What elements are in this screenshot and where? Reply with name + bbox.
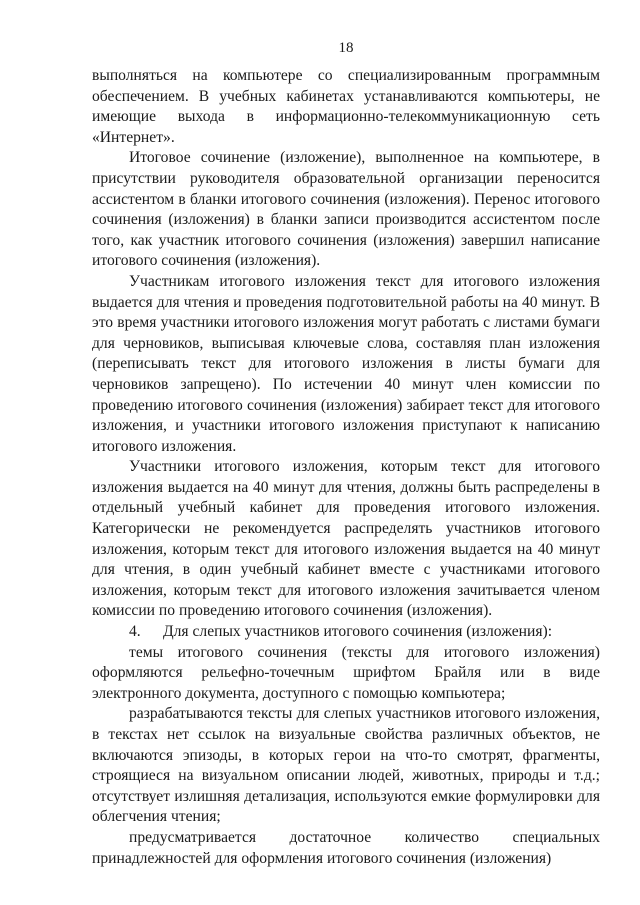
list-item-number: 4. <box>129 623 141 641</box>
paragraph-separate-room: Участники итогового изложения, которым текст для итогового изложения выдается на 40 минут для чтения, должны быть распределены в отдельный учебный кабинет для проведения итогового изложения. Категорически не рекомендуется распределять участников итогового изложения, которым текст для итогового изложения выдается на 40 минут для чтения, в один учебный кабинет вместе с участниками итогового изложения, которым текст для итогового изложения зачитывается членом комиссии по проведению итогового сочинения (изложения). <box>92 458 600 620</box>
paragraph-special-supplies: предусматривается достаточное количество специальных принадлежностей для оформления итогового сочинения (изложения) <box>92 828 600 867</box>
paragraph-texts-for-blind: разрабатываются тексты для слепых участников итогового изложения, в текстах нет ссылок на визуальные свойства различных объектов, не включаются эпизоды, в которых герои на что-то смотрят, фрагменты, строящиеся на визуальном описании людей, животных, природы и т.д.; отсутствует излишняя детализация, используются емкие формулировки для облегчения чтения; <box>92 705 600 826</box>
paragraph-reading-time: Участникам итогового изложения текст для итогового изложения выдается для чтения и проведения подготовительной работы на 40 минут. В это время участники итогового изложения могут работать с листами бумаги для черновиков, выписывая ключевые слова, составляя план изложения (переписывать текст для итогового изложения в листы бумаги для черновиков запрещено). По истечении 40 минут член комиссии по проведению итогового сочинения (изложения) забирает текст для итогового изложения, и участники итогового изложения приступают к написанию итогового изложения. <box>92 272 600 455</box>
page-number: 18 <box>338 40 354 56</box>
paragraph-braille: темы итогового сочинения (тексты для итогового изложения) оформляются рельефно-точечным шрифтом Брайля или в виде электронного документа, доступного с помощью компьютера; <box>92 643 600 702</box>
paragraph-continuation: выполняться на компьютере со специализированным программным обеспечением. В учебных кабинетах устанавливаются компьютеры, не имеющие выхода в информационно-телекоммуникационную сеть «Интернет». <box>92 67 600 146</box>
list-item-4 <box>92 622 600 643</box>
list-item-text: Для слепых участников итогового сочинения (изложения): <box>163 623 553 641</box>
paragraph-computer-essay: Итоговое сочинение (изложение), выполненное на компьютере, в присутствии руководителя образовательной организации переносится ассистентом в бланки итогового сочинения (изложения). Перенос итогового сочинения (изложения) в бланки записи производится ассистентом после того, как участник итогового сочинения (изложения) завершил написание итогового сочинения (изложения). <box>92 149 600 270</box>
document-body <box>92 66 600 869</box>
